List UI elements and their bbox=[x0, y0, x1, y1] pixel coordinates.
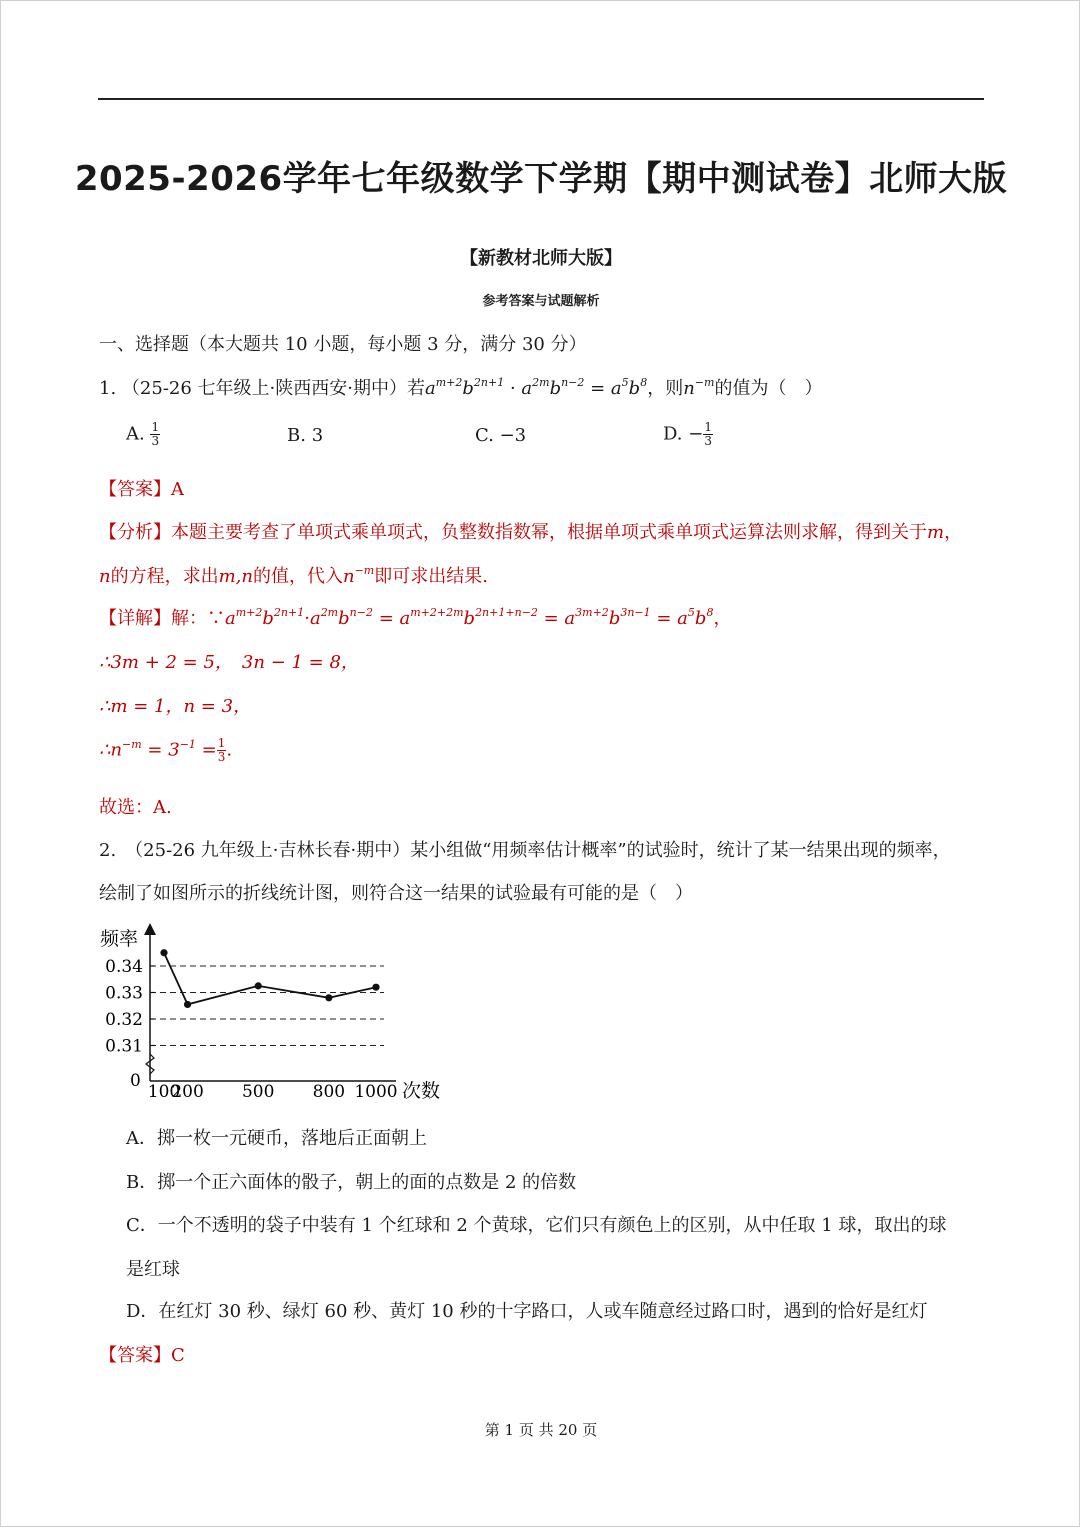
detail-expression: $a^{m+2}b^{2n+1}\cdot a^{2m}b^{n-2} = a^{m+2+2m}b^{2n+1+n-2} = a^{3m+2}b^{3n-1} = a^5b^8$ bbox=[225, 606, 714, 629]
q1-tail2: 的值为（ ） bbox=[714, 378, 823, 399]
q2-option-c-line1: C．一个不透明的袋子中装有 1 个红球和 2 个黄球，它们只有颜色上的区别，从中任取 1 球，取出的球 bbox=[126, 1215, 947, 1236]
y-tick-label: 0.31 bbox=[105, 1036, 143, 1057]
q1-option-d bbox=[663, 421, 713, 448]
q1-analysis-line1: 【分析】本题主要考查了单项式乘单项式，负整数指数幂，根据单项式乘单项式运算法则求解，得到关于m， bbox=[99, 522, 963, 543]
data-point bbox=[372, 984, 379, 991]
answer-value: A bbox=[171, 479, 184, 500]
header-rule bbox=[98, 98, 984, 100]
analysis-var: n bbox=[99, 566, 111, 587]
frac-den: 3 bbox=[151, 434, 160, 448]
q1-detail-line1: 【详解】解：$\because a^{m+2}b^{2n+1}\cdot a^{2m}b^{n-2} = a^{m+2+2m}b^{2n+1+n-2} = a^{3m+2}b^{3n-1} = a^5b^8$， bbox=[99, 606, 732, 629]
y-axis-label: 频率 bbox=[100, 928, 139, 950]
q1-option-b-value: 3 bbox=[311, 425, 324, 446]
analysis-expr: $n^{-m}$ bbox=[342, 564, 375, 587]
q2-option-b: B．掷一个正六面体的骰子，朝上的面的点数是 2 的倍数 bbox=[126, 1172, 577, 1193]
x-tick-label: 200 bbox=[171, 1082, 204, 1102]
q2-option-c-line2: 是红球 bbox=[126, 1259, 180, 1280]
frac-num: 1 bbox=[704, 420, 712, 434]
analysis-var: m bbox=[927, 522, 945, 543]
data-point bbox=[325, 994, 332, 1001]
answer-tag: 【答案】 bbox=[99, 479, 171, 500]
q1-detail-step4: $\therefore n^{-m} = 3^{-1}$ = $\frac{1}{3}$ . bbox=[99, 736, 233, 764]
frequency-line-chart bbox=[96, 921, 456, 1106]
q1-option-c bbox=[475, 425, 526, 446]
answer-tag: 【答案】 bbox=[99, 1345, 171, 1366]
q1-option-c-value: −3 bbox=[499, 425, 527, 446]
q2-answer bbox=[99, 1341, 185, 1367]
x-tick-label: 100 bbox=[147, 1082, 181, 1102]
section-heading: 一、选择题（本大题共 10 小题，每小题 3 分，满分 30 分） bbox=[99, 334, 587, 355]
q1-option-a-label: A. bbox=[126, 423, 145, 445]
x-axis-label: 次数 bbox=[402, 1080, 441, 1102]
step4-mid: = 3 bbox=[141, 739, 180, 761]
q1-source: （25-26 七年级上·陕西西安·期中）若 bbox=[121, 378, 425, 399]
q1-answer bbox=[99, 475, 184, 501]
y-tick-label: 0.32 bbox=[105, 1010, 143, 1030]
frac-den: 3 bbox=[217, 750, 226, 764]
answer-value: C bbox=[171, 1345, 185, 1366]
detail-tag: 【详解】 bbox=[99, 608, 171, 629]
q1-stem bbox=[99, 374, 822, 400]
analysis-var: m,n bbox=[218, 566, 253, 587]
origin-label: 0 bbox=[130, 1071, 141, 1091]
q2-option-a: A．掷一枚一元硬币，落地后正面朝上 bbox=[126, 1128, 427, 1149]
q1-option-d-sign: − bbox=[688, 423, 704, 445]
q1-choose: 故选：A. bbox=[99, 797, 172, 818]
q1-detail-step3: ∴m = 1，n = 3， bbox=[99, 696, 252, 717]
page-title: 2025-2026学年七年级数学下学期【期中测试卷】北师大版 bbox=[74, 159, 1008, 199]
q1-detail-step2: ∴3m + 2 = 5， 3n − 1 = 8， bbox=[99, 652, 359, 673]
x-tick-label: 1000 bbox=[354, 1082, 398, 1102]
analysis-text: 即可求出结果. bbox=[374, 566, 488, 587]
analysis-text: 的方程，求出 bbox=[110, 566, 219, 587]
frac-num: 1 bbox=[217, 736, 226, 750]
q2-option-d: D．在红灯 30 秒、绿灯 60 秒、黄灯 10 秒的十字路口，人或车随意经过路口时，遇到的恰好是红灯 bbox=[126, 1301, 928, 1322]
q1-number: 1. bbox=[99, 378, 117, 399]
step4-prefix: ∴n bbox=[99, 739, 123, 761]
fraction-one-third bbox=[150, 421, 160, 448]
x-tick-label: 800 bbox=[312, 1082, 346, 1102]
q2-stem-line2: 绘制了如图所示的折线统计图，则符合这一结果的试验最有可能的是（ ） bbox=[99, 883, 693, 904]
q1-option-b bbox=[287, 425, 323, 446]
data-point bbox=[160, 949, 167, 956]
analysis-text: 本题主要考查了单项式乘单项式，负整数指数幂，根据单项式乘单项式运算法则求解，得到关于 bbox=[171, 522, 927, 543]
fraction-one-third bbox=[703, 421, 713, 448]
edition-subtitle: 【新教材北师大版】 bbox=[460, 248, 622, 269]
q1-option-c-label: C. bbox=[475, 425, 494, 446]
q1-tail: ，则 bbox=[647, 378, 684, 399]
fraction-one-third bbox=[217, 737, 227, 764]
q1-expression: $a^{m+2}b^{2n+1} \cdot a^{2m}b^{n-2} = a^5b^8$ bbox=[424, 376, 648, 399]
detail-prefix: 解：∵ bbox=[171, 608, 225, 629]
analysis-tag: 【分析】 bbox=[99, 522, 171, 543]
q1-target-expr: $n^{-m}$ bbox=[683, 376, 715, 399]
q2-stem-line1: 2. （25-26 九年级上·吉林长春·期中）某小组做“用频率估计概率”的试验时，统计了某一结果出现的频率， bbox=[99, 840, 951, 861]
analysis-text: 的值，代入 bbox=[252, 566, 343, 587]
q1-option-d-label: D. bbox=[663, 423, 683, 445]
step4-eq: = bbox=[195, 739, 217, 761]
x-tick-label: 500 bbox=[241, 1082, 275, 1102]
q1-option-a bbox=[126, 421, 160, 448]
series-line bbox=[164, 953, 376, 1005]
q1-option-b-label: B. bbox=[287, 425, 306, 446]
frac-num: 1 bbox=[151, 420, 160, 434]
y-tick-label: 0.33 bbox=[105, 983, 143, 1004]
page-footer: 第 1 页 共 20 页 bbox=[484, 1421, 598, 1439]
frac-den: 3 bbox=[704, 434, 712, 448]
data-point bbox=[255, 982, 262, 989]
q1-analysis-line2 bbox=[99, 562, 488, 588]
answer-subtitle: 参考答案与试题解析 bbox=[482, 294, 600, 309]
data-point bbox=[184, 1001, 191, 1008]
y-tick-label: 0.34 bbox=[105, 957, 143, 977]
